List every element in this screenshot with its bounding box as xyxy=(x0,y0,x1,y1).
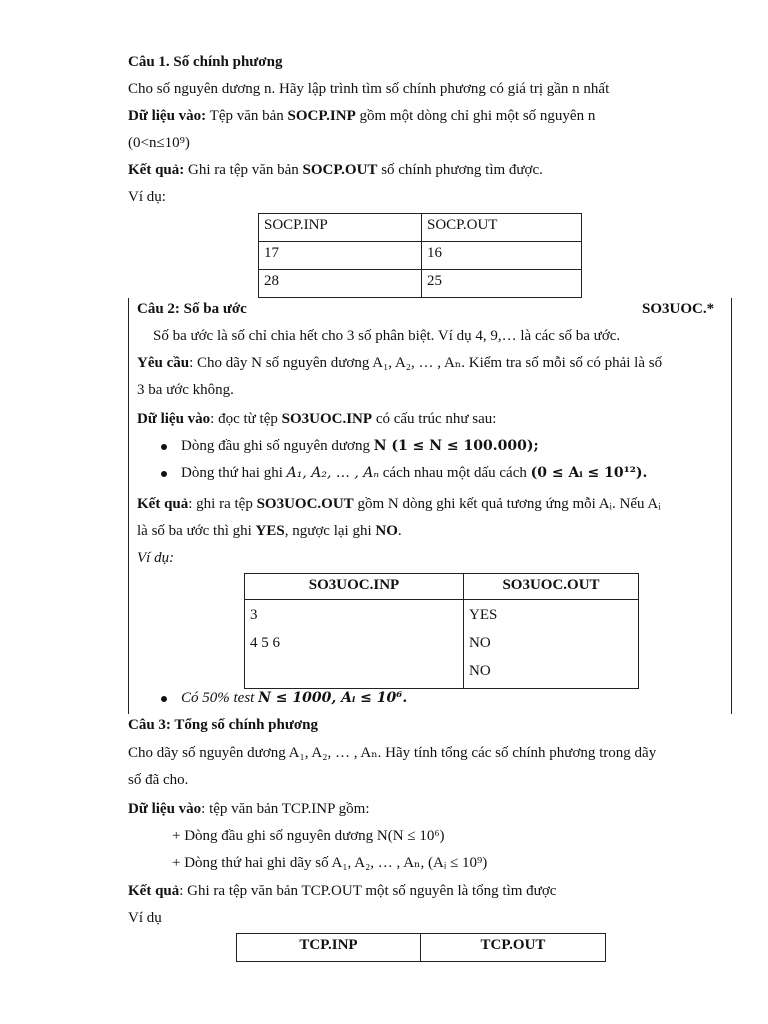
q2-bullet2-cond: (0 ≤ Aᵢ ≤ 10¹²). xyxy=(530,465,648,481)
q2-in-line: 4 5 6 xyxy=(250,635,280,651)
q2-left-border xyxy=(128,298,129,714)
q2-table-header-in: SO3UOC.INP xyxy=(245,574,464,600)
q1-input-line xyxy=(128,106,595,126)
q3-output-line xyxy=(128,881,556,901)
q3-title: Câu 3: Tổng số chính phương xyxy=(128,717,319,733)
q2-output-line xyxy=(137,494,661,514)
q2-right-border xyxy=(731,298,732,714)
q1-table-cell: 25 xyxy=(422,270,582,298)
q2-out-line: NO xyxy=(469,663,491,679)
q3-table-header-in: TCP.INP xyxy=(237,934,421,962)
q3-input-label: Dữ liệu vào xyxy=(128,801,202,817)
q1-description: Cho số nguyên dương n. Hãy lập trình tìm số chính phương có giá trị gần n nhất xyxy=(128,81,610,97)
q3-description: Cho dãy số nguyên dương A₁, A₂, … , Aₙ. Hãy tính tổng các số chính phương trong dãy xyxy=(128,745,657,761)
q3-description-2: số đã cho. xyxy=(128,772,189,788)
q2-input-post: có cấu trúc như sau: xyxy=(372,411,497,427)
q2-req-text: : Cho dãy N số nguyên dương A₁, A₂, … , Aₙ. Kiểm tra số mỗi số có phải là số xyxy=(189,355,663,371)
q1-input-pre: Tệp văn bản xyxy=(206,108,288,124)
q2-out-line: NO xyxy=(469,635,491,651)
q2-table-in-cell xyxy=(245,600,464,689)
q2-output-line2-mid: , ngược lại ghi xyxy=(284,523,376,539)
q2-bullet-1 xyxy=(161,436,539,456)
q1-table-header-in: SOCP.INP xyxy=(259,214,422,242)
q2-bullet2-math: A₁, A₂, … , Aₙ xyxy=(286,465,380,481)
q2-requirement-line xyxy=(137,353,662,373)
q2-req-label: Yêu cầu xyxy=(137,355,190,371)
q2-output-post: gồm N dòng ghi kết quả tương ứng mỗi Aᵢ. Nếu Aᵢ xyxy=(353,496,661,512)
q2-example-table xyxy=(244,573,639,689)
q1-output-file: SOCP.OUT xyxy=(302,162,378,178)
q3-example-table xyxy=(236,933,606,962)
q1-input-file: SOCP.INP xyxy=(287,108,356,124)
q2-in-line: 3 xyxy=(250,607,258,623)
q2-bullet2-mid: cách nhau một dấu cách xyxy=(379,465,531,481)
q2-note-pre: Có 50% test xyxy=(181,690,259,706)
q2-table-header-out: SO3UOC.OUT xyxy=(464,574,639,600)
q2-input-file: SO3UOC.INP xyxy=(281,411,373,427)
bullet-icon xyxy=(161,444,167,450)
q2-no: NO xyxy=(375,523,398,539)
q2-output-line2 xyxy=(137,521,402,541)
q2-note-math: N ≤ 1000, Aᵢ ≤ 10⁶. xyxy=(258,690,408,706)
q1-output-post: số chính phương tìm được. xyxy=(377,162,543,178)
q2-description: Số ba ước là số chỉ chia hết cho 3 số phân biệt. Ví dụ 4, 9,… là các số ba ước. xyxy=(153,328,621,344)
q2-out-line: YES xyxy=(469,607,498,623)
bullet-icon xyxy=(161,696,167,702)
q2-output-label: Kết quả xyxy=(137,496,189,512)
q2-input-pre: : đọc từ tệp xyxy=(210,411,282,427)
q2-example-label: Ví dụ: xyxy=(137,550,175,566)
q2-bullet1-math: N (1 ≤ N ≤ 100.000); xyxy=(373,438,539,454)
q1-input-cond: (0<n≤10⁹) xyxy=(128,135,190,151)
q1-table-header-out: SOCP.OUT xyxy=(422,214,582,242)
q2-input-line xyxy=(137,409,496,429)
q2-table-out-cell xyxy=(464,600,639,689)
q1-input-label: Dữ liệu vào: xyxy=(128,108,207,124)
q1-output-label: Kết quả: xyxy=(128,162,185,178)
q3-input-post: : tệp văn bản TCP.INP gồm: xyxy=(201,801,370,817)
q2-output-file: SO3UOC.OUT xyxy=(256,496,354,512)
q2-requirement-line2: 3 ba ước không. xyxy=(137,382,234,398)
q3-output-label: Kết quả xyxy=(128,883,180,899)
q1-input-post: gồm một dòng chỉ ghi một số nguyên n xyxy=(355,108,596,124)
q3-input-detail-2: + Dòng thứ hai ghi dãy số A₁, A₂, … , Aₙ, (Aᵢ ≤ 10⁹) xyxy=(172,855,488,871)
q1-table-cell: 28 xyxy=(259,270,422,298)
q2-output-line2-pre: là số ba ước thì ghi xyxy=(137,523,256,539)
q2-title: Câu 2: Số ba ước xyxy=(137,301,247,317)
q3-output-post: : Ghi ra tệp văn bản TCP.OUT một số nguyên là tổng tìm được xyxy=(179,883,557,899)
q3-input-line xyxy=(128,799,370,819)
q3-input-detail-1: + Dòng đầu ghi số nguyên dương N(N ≤ 10⁶) xyxy=(172,828,445,844)
q2-yes: YES xyxy=(255,523,285,539)
q2-input-label: Dữ liệu vào xyxy=(137,411,211,427)
q2-bullet1-pre: Dòng đầu ghi số nguyên dương xyxy=(181,438,374,454)
q1-example-table xyxy=(258,213,582,298)
q2-bullet-2 xyxy=(161,463,647,483)
q2-note xyxy=(161,688,407,708)
q1-title: Câu 1. Số chính phương xyxy=(128,54,283,70)
q2-code: SO3UOC.* xyxy=(642,301,715,317)
q2-output-pre: : ghi ra tệp xyxy=(188,496,257,512)
q2-bullet2-pre: Dòng thứ hai ghi xyxy=(181,465,287,481)
q3-example-label: Ví dụ xyxy=(128,910,162,926)
q1-table-cell: 16 xyxy=(422,242,582,270)
q1-table-cell: 17 xyxy=(259,242,422,270)
q1-output-pre: Ghi ra tệp văn bản xyxy=(184,162,303,178)
q1-example-label: Ví dụ: xyxy=(128,189,166,205)
bullet-icon xyxy=(161,471,167,477)
q2-output-line2-end: . xyxy=(397,523,402,539)
q3-table-header-out: TCP.OUT xyxy=(421,934,606,962)
q1-output-line xyxy=(128,160,543,180)
